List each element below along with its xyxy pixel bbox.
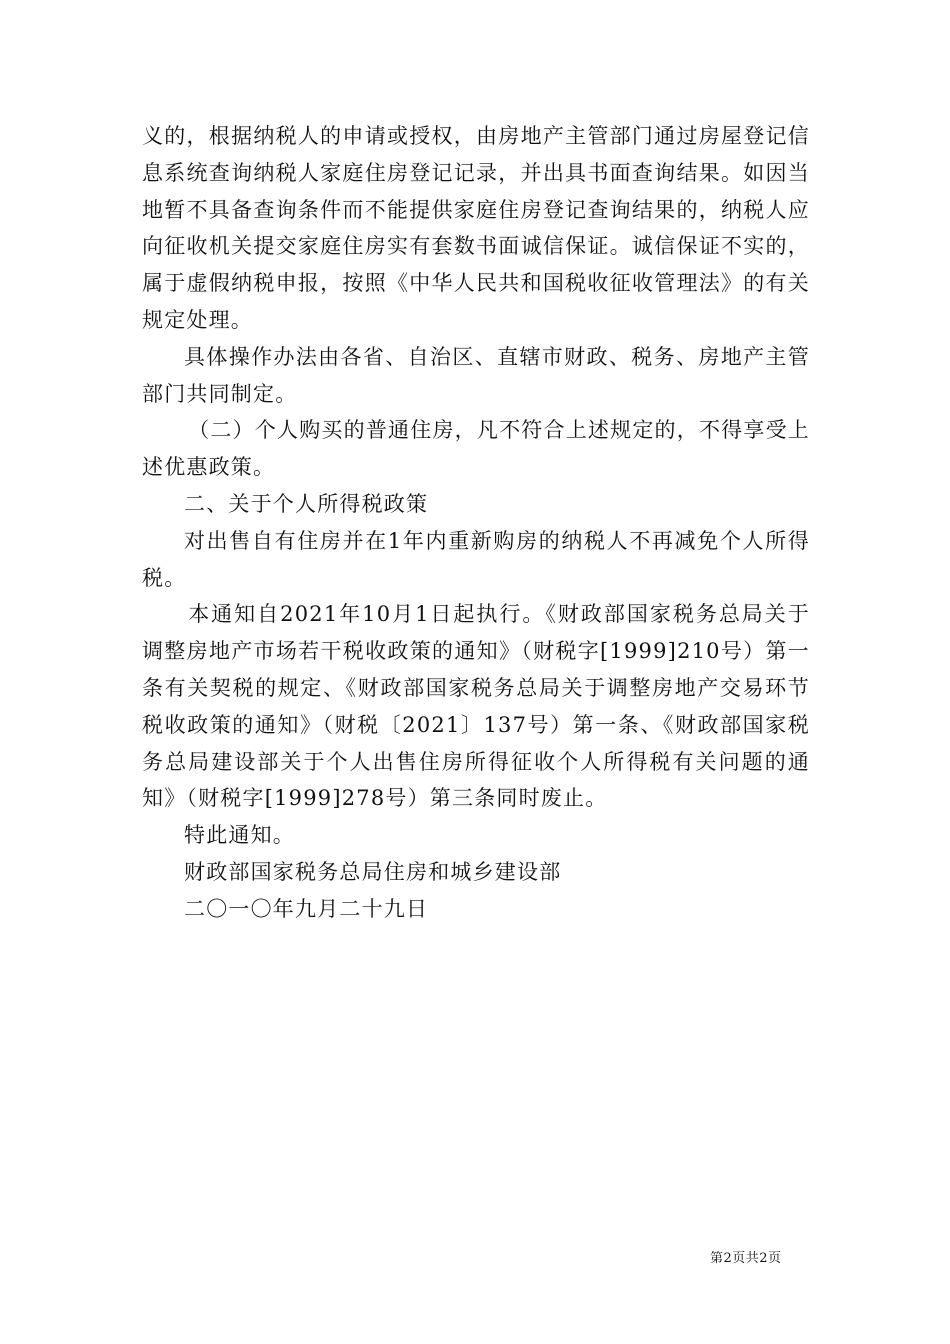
signature-date: 二〇一〇年九月二十九日 — [184, 896, 429, 921]
paragraph-effective-date: 本通知自2021年10月1日起执行。《财政部国家税务总局关于调整房地产市场若干税收政策的通知》（财税字[1999]210号）第一条有关契税的规定、《财政部国家税务总局关于调整房地产交易环节税收政策的通知》（财税〔2021〕137号）第一条、《财政部国家税务总局建设部关于个人出售住房所得征收个人所得税有关问题的通知》（财税字[1999]278号）第三条同时废止。 — [142, 602, 810, 811]
signature-issuers: 财政部国家税务总局住房和城乡建设部 — [184, 859, 562, 884]
section-heading-income-tax: 二、关于个人所得税政策 — [184, 491, 429, 516]
paragraph-implementation: 具体操作办法由各省、自治区、直辖市财政、税务、房地产主管部门共同制定。 — [142, 344, 810, 406]
paragraph-continuation: 义的，根据纳税人的申请或授权，由房地产主管部门通过房屋登记信息系统查询纳税人家庭住房登记记录，并出具书面查询结果。如因当地暂不具备查询条件而不能提供家庭住房登记查询结果的，纳税人应向征收机关提交家庭住房实有套数书面诚信保证。诚信保证不实的，属于虚假纳税申报，按照《中华人民共和国税收征收管理法》的有关规定处理。 — [142, 124, 810, 332]
document-body — [142, 118, 810, 928]
paragraph-income-tax: 对出售自有住房并在1年内重新购房的纳税人不再减免个人所得税。 — [142, 528, 810, 590]
paragraph-item-two: （二）个人购买的普通住房，凡不符合上述规定的，不得享受上述优惠政策。 — [142, 418, 810, 480]
page-number-footer: 第2页共2页 — [710, 1251, 782, 1266]
paragraph-notice: 特此通知。 — [184, 823, 295, 848]
